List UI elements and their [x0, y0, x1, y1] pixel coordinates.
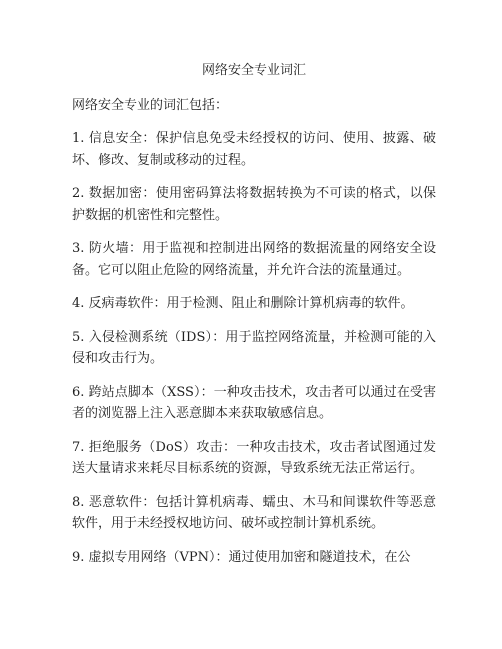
document-intro: 网络安全专业的词汇包括： — [72, 98, 229, 113]
term-entry-dos: 7. 拒绝服务（DoS）攻击：一种攻击技术，攻击者试图通过发送大量请求来耗尽目标系统的资源，导致系统无法正常运行。 — [72, 439, 436, 476]
term-entry-data-encryption: 2. 数据加密：使用密码算法将数据转换为不可读的格式，以保护数据的机密性和完整性。 — [72, 186, 436, 223]
term-entry-antivirus: 4. 反病毒软件：用于检测、阻止和删除计算机病毒的软件。 — [72, 296, 414, 311]
term-entry-information-security: 1. 信息安全：保护信息免受未经授权的访问、使用、披露、破坏、修改、复制或移动的过程。 — [72, 131, 436, 168]
term-list — [72, 128, 436, 568]
term-entry-ids: 5. 入侵检测系统（IDS）：用于监控网络流量，并检测可能的入侵和攻击行为。 — [72, 329, 436, 366]
term-entry-malware: 8. 恶意软件：包括计算机病毒、蠕虫、木马和间谍软件等恶意软件，用于未经授权地访问、破坏或控制计算机系统。 — [72, 494, 436, 531]
term-entry-firewall: 3. 防火墙：用于监视和控制进出网络的数据流量的网络安全设备。它可以阻止危险的网络流量，并允许合法的流量通过。 — [72, 241, 436, 278]
term-entry-xss: 6. 跨站点脚本（XSS）：一种攻击技术，攻击者可以通过在受害者的浏览器上注入恶意脚本来获取敏感信息。 — [72, 384, 436, 421]
document-title: 网络安全专业词汇 — [201, 63, 306, 78]
term-entry-vpn: 9. 虚拟专用网络（VPN）：通过使用加密和隧道技术，在公 — [72, 549, 411, 565]
